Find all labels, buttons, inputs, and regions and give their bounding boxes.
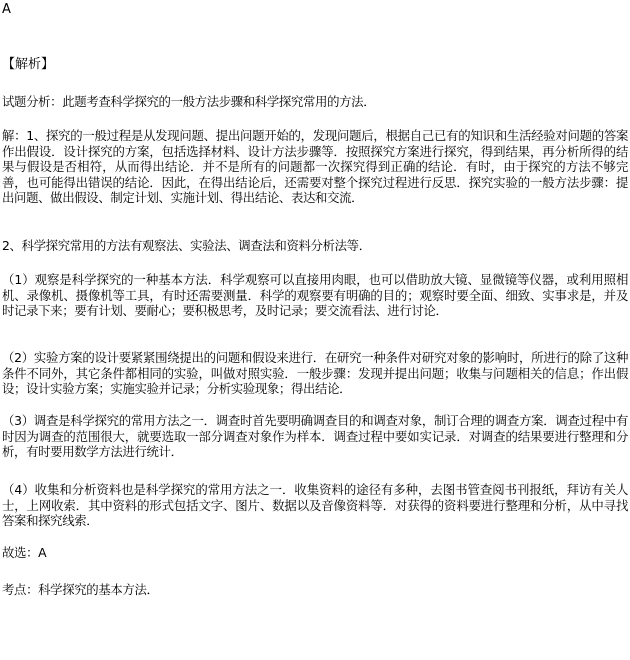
knowledge-point: 考点：科学探究的基本方法． bbox=[2, 582, 159, 597]
explanation-section-tag: 【解析】 bbox=[2, 57, 55, 72]
method-experiment-paragraph: （2）实验方案的设计要紧紧围绕提出的问题和假设来进行．在研究一种条件对研究对象的影响时，所进行的除了这种条件不同外，其它条件都相同的实验，叫做对照实验．一般步骤：发现并提出问题；收集与问题相关的信息；作出假设；设计实验方案；实施实验并记录；分析实验现象；得出结论． bbox=[2, 350, 628, 396]
method-data-analysis-paragraph: （4）收集和分析资料也是科学探究的常用方法之一．收集资料的途径有多种，去图书管查阅书刊报纸，拜访有关人士，上网收索．其中资料的形式包括文字、图片、数据以及音像资料等．对获得的资料要进行整理和分析，从中寻找答案和探究线索． bbox=[2, 482, 628, 528]
choice-statement: 故选：A bbox=[2, 545, 47, 560]
solution-paragraph-2: 2、科学探究常用的方法有观察法、实验法、调查法和资料分析法等． bbox=[2, 238, 371, 253]
solution-paragraph-1: 解：1、探究的一般过程是从发现问题、提出问题开始的，发现问题后，根据自己已有的知识和生活经验对问题的答案作出假设．设计探究的方案，包括选择材料、设计方法步骤等．按照探究方案进行探究，得到结果，再分析所得的结果与假设是否相符，从而得出结论．并不是所有的问题都一次探究得到正确的结论．有时，由于探究的方法不够完善，也可能得出错误的结论．因此，在得出结论后，还需要对整个探究过程进行反思．探究实验的一般方法步骤：提出问题、做出假设、制定计划、实施计划、得出结论、表达和交流． bbox=[2, 128, 628, 205]
method-survey-paragraph: （3）调查是科学探究的常用方法之一．调查时首先要明确调查目的和调查对象，制订合理的调查方案．调查过程中有时因为调查的范围很大，就要选取一部分调查对象作为样本．调查过程中要如实记录．对调查的结果要进行整理和分析，有时要用数学方法进行统计． bbox=[2, 413, 628, 459]
analysis-paragraph: 试题分析：此题考查科学探究的一般方法步骤和科学探究常用的方法． bbox=[2, 94, 376, 109]
answer-letter: A bbox=[2, 2, 11, 17]
method-observation-paragraph: （1）观察是科学探究的一种基本方法．科学观察可以直接用肉眼，也可以借助放大镜、显微镜等仪器，或利用照相机、录像机、摄像机等工具，有时还需要测量．科学的观察要有明确的目的；观察时要全面、细致、实事求是，并及时记录下来；要有计划、要耐心；要积极思考，及时记录；要交流看法、进行讨论． bbox=[2, 272, 628, 318]
